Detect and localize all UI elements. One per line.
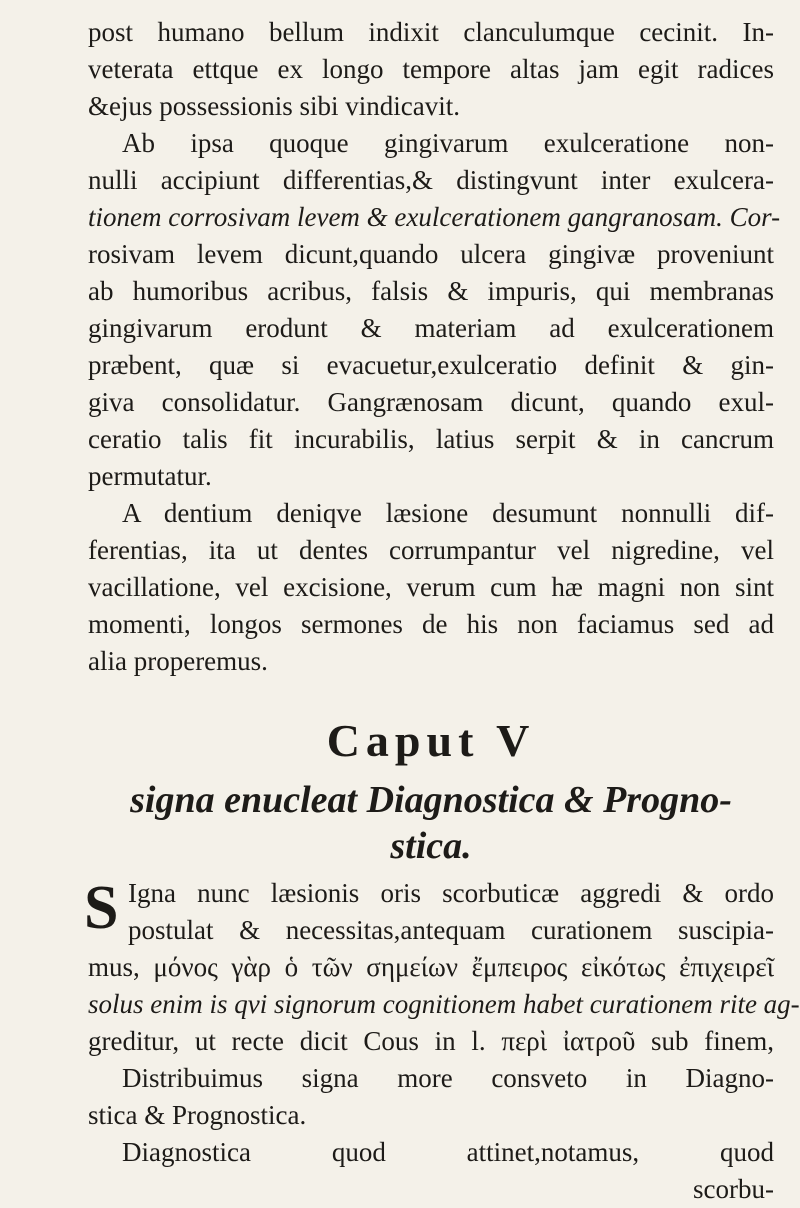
text-line: nulli accipiunt differentias,& distingvunt inter exulcera- <box>88 165 774 195</box>
text-line: Diagnostica quod attinet,notamus, quod <box>122 1137 774 1167</box>
text-line: veterata ettque ex longo tempore altas jam egit radices <box>88 54 774 84</box>
text-line: Igna nunc læsionis oris scorbuticæ aggredi & ordo <box>128 878 774 908</box>
text-line: giva consolidatur. Gangrænosam dicunt, quando exul- <box>88 387 774 417</box>
text-block-mid <box>88 495 774 680</box>
text-line: Ab ipsa quoque gingivarum exulceratione non- <box>122 128 774 158</box>
text-line: Distribuimus signa more consveto in Diagno- <box>122 1063 774 1093</box>
chapter-subtitle-end: stica. <box>390 825 472 867</box>
text-block-top <box>88 14 781 495</box>
text-line: stica & Prognostica. <box>88 1100 307 1130</box>
text-line: &ejus possessionis sibi vindicavit. <box>88 91 461 121</box>
text-line: rosivam levem dicunt,quando ulcera gingivæ proveniunt <box>88 239 774 269</box>
text-line: alia properemus. <box>88 646 268 676</box>
text-line: postulat & necessitas,antequam curationem suscipia- <box>128 915 774 945</box>
text-line: ferentias, ita ut dentes corrumpantur vel nigredine, vel <box>88 535 774 565</box>
text-line: præbent, quæ si evacuetur,exulceratio definit & gin- <box>88 350 774 380</box>
chapter-heading: Caput V <box>326 715 536 766</box>
text-line: post humano bellum indixit clanculumque cecinit. In- <box>88 17 774 47</box>
text-line: vacillatione, vel excisione, verum cum hæ magni non sint <box>88 572 774 602</box>
text-line: greditur, ut recte dicit Cous in l. περὶ ἰατροῦ sub finem, <box>88 1026 774 1056</box>
text-line: ab humoribus acribus, falsis & impuris, qui membranas <box>88 276 774 306</box>
chapter-subtitle: signa enucleat Diagnostica & Progno- <box>130 779 732 821</box>
drop-capital: S <box>84 874 119 942</box>
text-line: ceratio talis fit incurabilis, latius serpit & in cancrum <box>88 424 774 454</box>
text-line: momenti, longos sermones de his non faciamus sed ad <box>88 609 774 639</box>
catchword: scorbu- <box>693 1174 774 1204</box>
text-line: gingivarum erodunt & materiam ad exulcerationem <box>88 313 774 343</box>
text-line: solus enim is qvi signorum cognitionem habet curationem rite ag- <box>88 989 800 1019</box>
text-line: mus, μόνος γὰρ ὁ τῶν σημείων ἔμπειρος εἰκότως ἐπιχειρεῖ <box>88 952 774 982</box>
text-line: tionem corrosivam levem & exulcerationem gangranosam. Cor- <box>88 202 781 232</box>
text-line: A dentium deniqve læsione desumunt nonnulli dif- <box>122 498 774 528</box>
text-line: permutatur. <box>88 461 212 491</box>
text-block-body <box>84 874 800 1208</box>
